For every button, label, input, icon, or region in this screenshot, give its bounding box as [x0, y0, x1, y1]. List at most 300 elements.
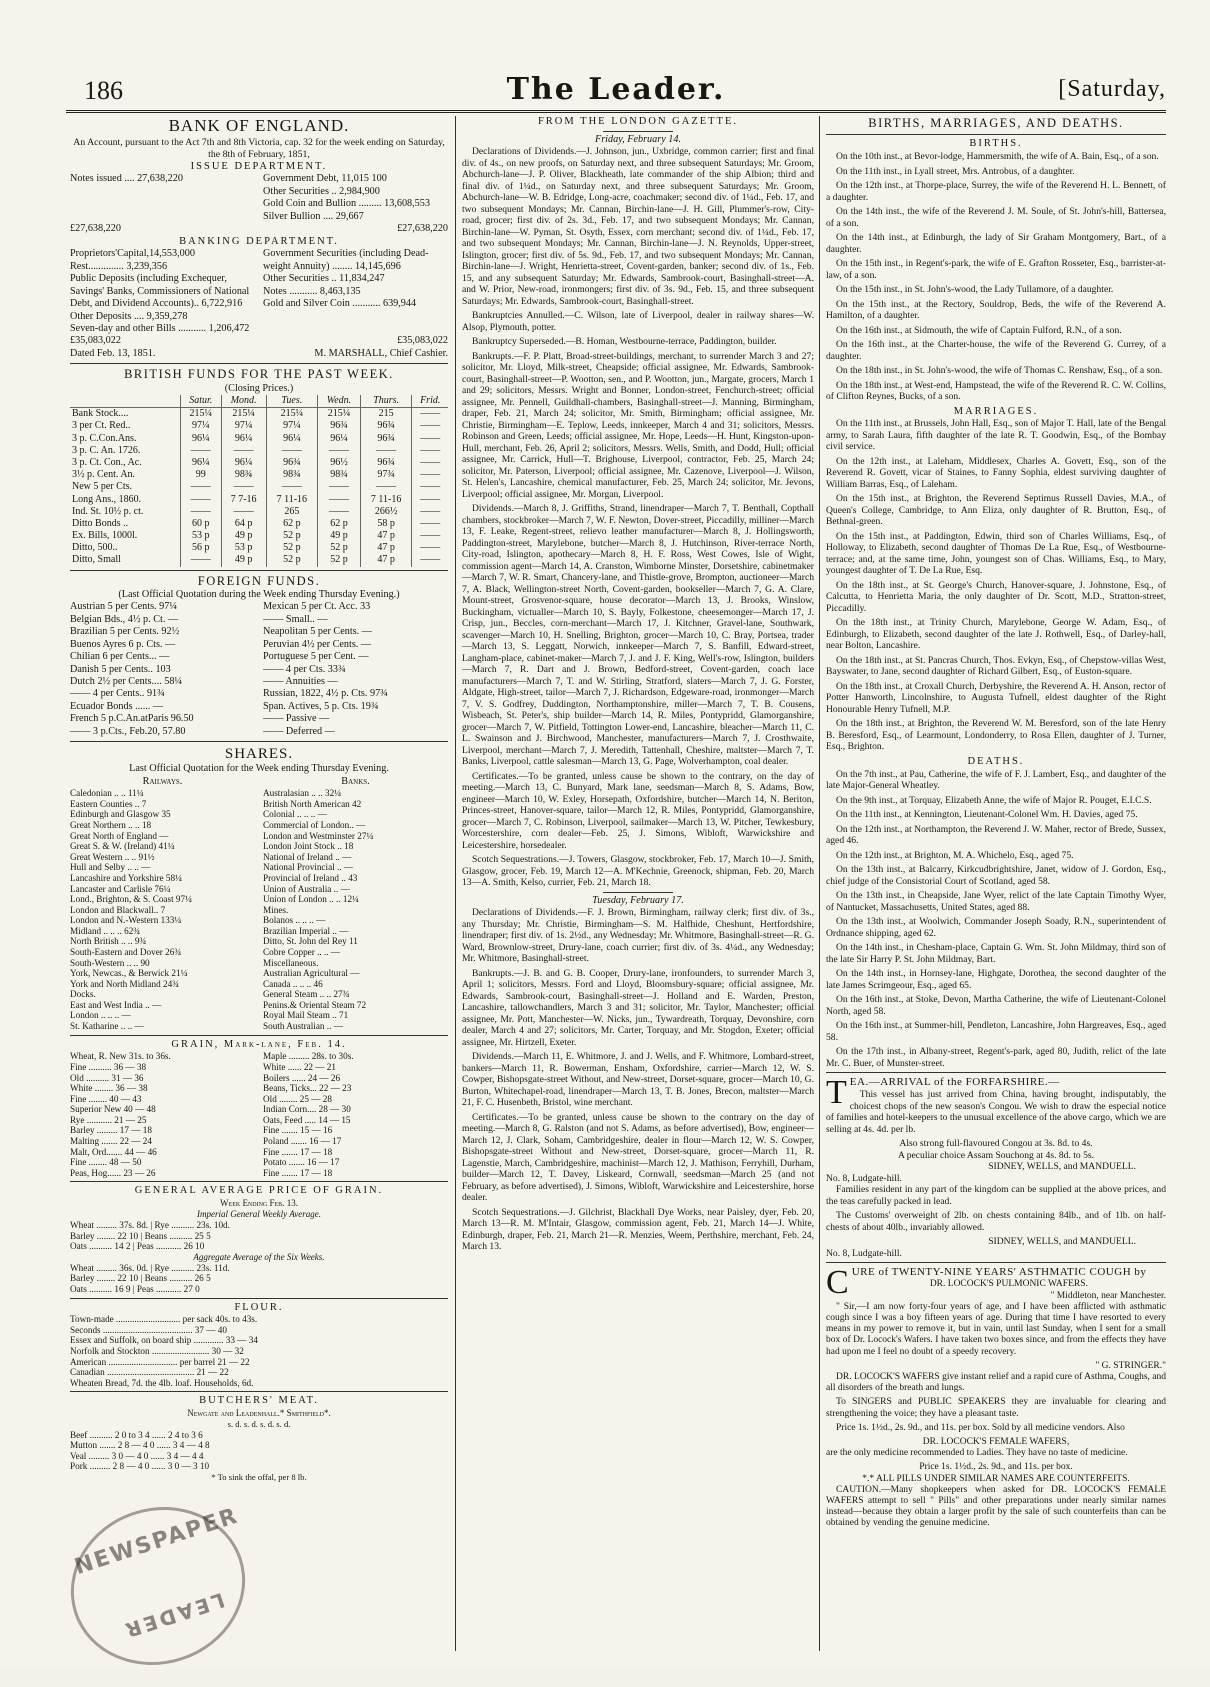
- issue-left: [70, 173, 255, 223]
- price-cell: 47 p: [360, 542, 412, 554]
- issue-day: [Saturday,: [1058, 76, 1166, 102]
- birth-notice: On the 16th inst., at the Charter-house, the wife of the Reverend G. Currey, of a daughter.: [826, 339, 1166, 362]
- price-cell: 265: [266, 506, 318, 518]
- marriage-notice: On the 15th inst., at Brighton, the Reverend Septimus Russell Davies, M.A., of Queen's College, Cambridge, to Ann Eliza, only daughter of R. Brutton, Esq., of Bethnal-green.: [826, 493, 1166, 528]
- average-line: Barley ........ 22 10 | Beans .......... 25 5: [70, 1230, 211, 1241]
- drop-cap: T: [826, 1074, 847, 1112]
- account-line: Gold and Silver Coin ........... 639,944: [263, 298, 417, 310]
- share-quote: North British .. .. 9¾: [70, 936, 147, 947]
- cure-subheading: DR. LOCOCK'S PULMONIC WAFERS.: [929, 1279, 1088, 1290]
- foreign-fund: Buenos Ayres 6 p. Cts. —: [70, 638, 176, 650]
- funds-subtitle: (Closing Prices.): [224, 382, 294, 394]
- flour-price: American .............................. per barrel 21 — 22: [70, 1356, 250, 1367]
- banking-account: [70, 248, 448, 335]
- tea-address: No. 8, Ludgate-hill.: [826, 1172, 902, 1184]
- price-cell: 97¼: [180, 420, 221, 432]
- price-cell: ——: [412, 457, 448, 469]
- cure-body: DR. LOCOCK'S WAFERS give instant relief and a rapid cure of Asthma, Coughs, and all disorders of the breath and lungs.: [826, 1371, 1166, 1394]
- foreign-fund: Chilian 6 per Cents... —: [70, 651, 170, 663]
- day-column: Mond.: [221, 395, 266, 408]
- grain-price: Old ........ 25 — 28: [263, 1093, 332, 1104]
- price-cell: 96¾: [318, 420, 361, 432]
- share-quote: South-Eastern and Dover 26¾: [70, 946, 182, 957]
- railways-heading: Railways.: [142, 775, 183, 787]
- foreign-funds: [70, 601, 448, 738]
- total: £27,638,220: [397, 223, 448, 235]
- tea-body: This vessel has just arrived from China, having brought, indisputably, the choicest chops of the new season's Congou. We wish to draw the especial notice of families and hotel-keepers to the unusual excellence of the above cargo, which we are selling at 4s. 4d. per lb.: [826, 1089, 1166, 1135]
- tea-line: Also strong full-flavoured Congou at 3s. 8d. to 4s.: [899, 1138, 1093, 1150]
- banking-totals: [70, 335, 448, 347]
- account-line: Other Securities .. 11,834,247: [263, 273, 385, 285]
- share-quote: York, Newcas., & Berwick 21¼: [70, 968, 188, 979]
- price-cell: ——: [318, 506, 361, 518]
- table-row: [70, 433, 448, 445]
- day-column: Tues.: [266, 395, 318, 408]
- share-quote: Penins.& Oriental Steam 72: [263, 999, 367, 1010]
- account-line: Proprietors'Capital,14,553,000: [70, 248, 195, 260]
- meat-price: Beef .......... 2 0 to 3 4 ...... 2 4 to 3 6: [70, 1429, 203, 1440]
- price-cell: ——: [180, 481, 221, 493]
- bank-signature: [70, 348, 448, 360]
- death-notice: On the 12th inst., at Northampton, the Reverend J. W. Maher, rector of Brede, Sussex, aged 46.: [826, 823, 1166, 847]
- stock-name: Bank Stock....: [72, 408, 129, 420]
- gazette-date-1: Friday, February 14.: [594, 133, 682, 145]
- cure-body: To SINGERS and PUBLIC SPEAKERS they are invaluable for clearing and strengthening the voice; they have a pleasant taste.: [826, 1397, 1166, 1419]
- meat-heads: Newgate and Leadenhall.* Smithfield*.: [187, 1408, 331, 1419]
- birth-notice: On the 15th inst., at the Rectory, Souldrop, Beds, the wife of the Reverend A. Hamilton, of a daughter.: [826, 298, 1166, 322]
- column-gazette: [462, 116, 814, 1256]
- day-column: Frid.: [412, 395, 448, 408]
- price-cell: 97¾: [360, 469, 412, 481]
- share-quote: Colonial .. .. .. —: [263, 809, 327, 820]
- share-quote: London Joint Stock .. 18: [263, 841, 354, 852]
- foreign-fund: —— Passive —: [263, 713, 330, 725]
- grain-price: Malting ....... 22 — 24: [70, 1136, 152, 1147]
- share-quote: Brazilian Imperial .. —: [263, 925, 349, 936]
- price-cell: ——: [412, 420, 448, 432]
- dated-line: Dated Feb. 13, 1851.: [70, 347, 156, 359]
- tea-signature: SIDNEY, WELLS, and MANDUELL.: [988, 1161, 1136, 1173]
- price-cell: 97¼: [266, 420, 318, 432]
- banking-right: [263, 248, 448, 335]
- divider: [603, 892, 673, 893]
- grain-price: Rye ........... 21 — 25: [70, 1114, 147, 1125]
- bank-title: BANK OF ENGLAND.: [168, 116, 350, 135]
- banking-left: [70, 248, 255, 335]
- foreign-fund: Dutch 2½ per Cents.... 58¼: [70, 675, 183, 687]
- share-quote: London and Blackwall.. 7: [70, 904, 166, 915]
- cure-caution: CAUTION.—Many shopkeepers when asked for DR. LOCOCK'S FEMALE WAFERS attempt to sell " Pills" and other preparations under nearly similar names instead—because they obtain a larger profit by the sale of such counterfeits than can be obtained by vending the genuine medicine.: [826, 1484, 1166, 1529]
- meat-price: Mutton ....... 2 8 — 4 0 ...... 3 4 — 4 8: [70, 1440, 210, 1451]
- stock-name: Ditto Bonds ..: [72, 517, 129, 529]
- gazette-date-2: Tuesday, February 17.: [592, 894, 684, 906]
- share-quote: Lancaster and Carlisle 76¼: [70, 883, 171, 894]
- foreign-fund: Mexican 5 per Ct. Acc. 33: [263, 601, 371, 613]
- total: £35,083,022: [397, 335, 448, 347]
- column-divider: [819, 116, 820, 1651]
- divider: [826, 1072, 1166, 1073]
- table-row: [70, 518, 448, 530]
- price-cell: 58 p: [360, 518, 412, 530]
- tea-body: Families resident in any part of the kingdom can be supplied at the above prices, and the teas carefully packed in lead.: [826, 1184, 1166, 1207]
- share-quote: Great Western .. .. 91½: [70, 851, 155, 862]
- birth-notice: On the 11th inst., in Lyall street, Mrs. Antrobus, of a daughter.: [836, 165, 1075, 177]
- marriage-notice: On the 12th inst., at Laleham, Middlesex, Charles A. Govett, Esq., son of the Reverend R. Govett, vicar of Staines, to Fanny Sophia, eldest surviving daughter of William Barras, Esq., of Laleham.: [826, 455, 1166, 490]
- foreign-fund: Russian, 1822, 4½ p. Cts. 97¾: [263, 688, 388, 700]
- stamp-text: LEADER: [119, 1587, 228, 1644]
- foreign-fund: —— 3 p.Cts., Feb.20, 57.80: [70, 725, 186, 737]
- grain-price: Poland ....... 16 — 17: [263, 1136, 342, 1147]
- masthead-rule: [66, 110, 1166, 113]
- cure-heading: URE of TWENTY-NINE YEARS' ASTHMATIC COUGH by: [851, 1266, 1147, 1279]
- share-quote: Great Northern .. .. 18: [70, 820, 152, 831]
- account-line: Other Securities .. 2,984,900: [263, 185, 380, 197]
- average-line: Oats .......... 14 2 | Peas ........... 26 10: [70, 1241, 205, 1252]
- total: £27,638,220: [70, 223, 121, 235]
- tea-body: The Customs' overweight of 2lb. on chests containing 84lb., and of 1lb. on half-chests of about 40lb., invariably allowed.: [826, 1210, 1166, 1233]
- price-cell: 52 p: [318, 554, 361, 566]
- share-quote: East and West India .. —: [70, 999, 162, 1010]
- birth-notice: On the 12th inst., at Thorpe-place, Surrey, the wife of the Reverend H. L. Bennett, of a daughter.: [826, 180, 1166, 203]
- cure-body: Price 1s. 1½d., 2s. 9d., and 11s. per box. Sold by all medicine vendors. Also: [836, 1422, 1125, 1433]
- price-cell: ——: [180, 445, 221, 457]
- grain-price: Boilers ...... 24 — 26: [263, 1072, 341, 1083]
- price-cell: 49 p: [318, 530, 361, 542]
- average-week: Week Ending Feb. 13.: [220, 1198, 298, 1209]
- column-markets: [70, 116, 448, 1482]
- flour-price: Essex and Suffolk, on board ship ............. 33 — 34: [70, 1335, 258, 1346]
- grain-price: Barley ......... 17 — 18: [70, 1125, 152, 1136]
- price-cell: 49 p: [221, 530, 266, 542]
- table-row: [70, 420, 448, 432]
- foreign-subtitle: (Last Official Quotation during the Week ending Thursday Evening.): [118, 588, 400, 600]
- bmd-title: BIRTHS, MARRIAGES, AND DEATHS.: [868, 116, 1124, 130]
- library-stamp: [50, 1485, 266, 1687]
- table-row: [70, 542, 448, 554]
- shares-lists: [70, 776, 448, 1032]
- price-cell: 96¼: [318, 433, 361, 445]
- foreign-fund: —— Deferred —: [263, 725, 335, 737]
- price-cell: ——: [412, 494, 448, 506]
- price-cell: 215: [360, 408, 412, 421]
- death-notice: On the 13th inst., at Balcarry, Kirkcudbrightshire, Janet, widow of J. Gordon, Esq., chief judge of the Consistorial Court of Scotland, aged 58.: [826, 864, 1166, 887]
- stock-name: 3 p. C.Con.Ans.: [72, 432, 137, 444]
- stock-name: 3 p. Ct. Con., Ac.: [72, 456, 142, 468]
- price-cell: 47 p: [360, 554, 412, 566]
- share-quote: St. Katharine .. .. —: [70, 1021, 144, 1032]
- share-quote: British North American 42: [263, 798, 362, 809]
- day-column: Satur.: [180, 395, 221, 408]
- share-quote: Bolanos .. .. .. —: [263, 915, 326, 926]
- price-cell: 60 p: [180, 518, 221, 530]
- flour-price: Town-made ............................ per sack 40s. to 43s.: [70, 1314, 258, 1325]
- price-cell: 266½: [360, 506, 412, 518]
- birth-notice: On the 18th inst., in St. John's-wood, the wife of Thomas C. Renshaw, Esq., of a son.: [836, 365, 1163, 377]
- stock-name: Ditto, 500..: [72, 542, 118, 554]
- account-line: Government Debt, 11,015 100: [263, 173, 387, 185]
- bank-intro: An Account, pursuant to the Act 7th and 8th Victoria, cap. 32 for the week ending on Saturday, the 8th of February, 1851,: [73, 136, 445, 160]
- cashier-line: M. MARSHALL, Chief Cashier.: [314, 347, 448, 359]
- foreign-right: [263, 601, 448, 738]
- price-cell: 98¾: [221, 469, 266, 481]
- marriage-notice: On the 18th inst., at St. George's Church, Hanover-square, J. Johnstone, Esq., of Calcutta, to Henrietta Maria, the only daughter of Dr. Scott, M.D., Stratton-street, Piccadilly.: [826, 579, 1166, 614]
- share-quote: Hull and Selby .. .. —: [70, 862, 151, 873]
- cure-female-wafers: DR. LOCOCK'S FEMALE WAFERS,: [922, 1436, 1070, 1447]
- gazette-notice: Certificates.—To be granted, unless cause be shown to the contrary on the day of meeting.—March 8, G. Ralston (and not S. Adams, as before advertised), Bow, engineer—March 12, J. Clark, Soham, Cambridgeshire, dealer in flour—March 12, W. S. Cowper, Bishopsgate-street Without and New-street, Dorset-square, grocer—March 11, R. Lagenstie, March, Cambridgeshire, machinist—March 12, J. Mathison, Ferryhill, Durham, builder—March 12, T. Davey, Liskeard, Cornwall, seedsman—March 25 (and not February, as before advertised), J. Simons, Wibloft, Warwickshire and Leicestershire, horse dealer.: [462, 1111, 814, 1204]
- price-cell: 99: [180, 469, 221, 481]
- price-cell: ——: [412, 530, 448, 542]
- cure-warning: *.* ALL PILLS UNDER SIMILAR NAMES ARE COUNTERFEITS.: [862, 1473, 1130, 1484]
- birth-notice: On the 15th inst., in Regent's-park, the wife of E. Grafton Rosseter, Esq., barrister-at-law, of a son.: [826, 258, 1166, 281]
- foreign-fund: Belgian Bds., 4½ p. Ct. —: [70, 613, 179, 625]
- gazette-notice: Dividends.—March 8, J. Griffiths, Strand, linendraper—March 7, T. Benthall, Copthall chambers, stockbroker—March 7, W. F. Newton, Dover-street, Piccadilly, milliner—March 13, F. Leake, Regent-street, relievo leather manufacturer—March 8, J. Hollingsworth, Paddington-street, Marylebone, butcher—March 8, J. Hutchinson, River-terrace North, City-road, Islington, apothecary—March 8, H. F. Ross, West Cowes, Isle of Wight, commission agent—March 14, A. Cranston, Wimborne Minster, Dorsetshire, cabinetmaker—March 7, W. R. Smart, Chancery-lane, and Thistle-grove, Brompton, auctioneer—March 7, A. Black, Wellington-street North, Covent-garden, bookseller—March 7, G. A. Clare, Mount-street, Grosvenor-square, house decorator—March 13, J. Brooks, Winslow, Buckingham, victualler—March 10, S. Bayly, Folkestone, cheesemonger—March 17, J. Crisp, jun., Beccles, corn-merchant—March 17, J. Kitchner, Gravel-lane, Southwark, scavenger—March 10, H. Snelling, Brighton, grocer—March 10, C. Bray, Portsea, trader—March 13, S. Leggatt, Norwich, innkeeper—March 7, S. Banfill, Edward-street, Langham-place, cabinet-maker—March 7, J. and J. F. King, Well's-row, Islington, builders—March 7, R. Dart and J. Brown, Bedford-street, Covent-garden, coach lace manufacturers—March 7, T. and W. Stirling, Stratford, slaters—March 7, J. G. Forster, Aldgate, High-street, tailor—March 7, J. Richardson, Edgeware-road, ironmonger—March 7, V. S. Godfrey, Duddington, Northamptonshire, miller—March 7, T. B. Cousens, Wisbeach, St. Peter's, ship builder—March 14, R. Miles, Pontypridd, Glamorganshire, grocer—March 7, W. Pitfield, Tottington Lower-end, Lancashire, bleacher—March 11, C. L. Swainson and J. Birchwood, Manchester, manufacturers—March 7, J. Crosthwaite, Liverpool, merchant—March 7, J. Meredith, Tattenhall, Cheshire, maltster—March 7, T. Banks, Liverpool, cattle salesman—March 13, G. Page, Wolverhampton, coal dealer.: [462, 503, 814, 768]
- birth-notice: On the 10th inst., at Bevor-lodge, Hammersmith, the wife of A. Bain, Esq., of a son.: [836, 151, 1159, 163]
- price-cell: 47 p: [360, 530, 412, 542]
- birth-notice: On the 18th inst., at West-end, Hampstead, the wife of the Reverend R. C. W. Collins, of Clifton Reynes, Bucks, of a son.: [826, 379, 1166, 403]
- share-quote: Ditto, St. John del Rey 11: [263, 936, 358, 947]
- share-quote: Provincial of Ireland .. 43: [263, 872, 358, 883]
- price-cell: ——: [412, 554, 448, 566]
- price-cell: 215¼: [318, 408, 361, 421]
- foreign-fund: Brazilian 5 per Cents. 92½: [70, 626, 180, 638]
- notes-issued: Notes issued .... 27,638,220: [70, 173, 183, 185]
- day-column: Wedn.: [318, 395, 361, 408]
- gazette-notice: Scotch Sequestrations.—J. Towers, Glasgow, stockbroker, Feb. 17, March 10—J. Smith, Glasgow, grocer, Feb. 19, March 12—A. M'Kechnie, Greenock, shipman, Feb. 20, March 13—A. Smith, Kelso, currier, Feb. 21, March 18.: [462, 854, 814, 889]
- price-cell: ——: [180, 494, 221, 506]
- grain-price: Wheat, R. New 31s. to 36s.: [70, 1051, 171, 1062]
- grain-price: White ...... 22 — 21: [263, 1061, 336, 1072]
- death-notice: On the 13th inst., at Woolwich, Commander Joseph Soady, R.N., superintendent of Ordnance shipping, aged 62.: [826, 916, 1166, 939]
- column-notices: [826, 116, 1166, 1533]
- cure-advertisement: [826, 1266, 1166, 1529]
- foreign-fund: —— Small.. —: [263, 613, 328, 625]
- marriage-notice: On the 18th inst., at Trinity Church, Marylebone, George W. Adam, Esq., of Edinburgh, to Elizabeth, second daughter of the late J. Rothwell, Esq., of Darley-hall, near Bolton, Lancashire.: [826, 617, 1166, 652]
- price-cell: 97¼: [221, 420, 266, 432]
- price-cell: 96¼: [221, 457, 266, 469]
- marriage-notice: On the 18th inst., at Croxall Church, Derbyshire, the Reverend A. H. Anson, rector of Potter Hanworth, Lincolnshire, to Augusta Tufnell, eldest daughter of the Right Honourable Henry Tufnell, M.P.: [826, 680, 1166, 715]
- price-cell: 56 p: [180, 542, 221, 554]
- price-cell: 7 11-16: [266, 494, 318, 506]
- share-quote: South Australian .. —: [263, 1021, 343, 1032]
- price-cell: 96¼: [266, 433, 318, 445]
- foreign-fund: Danish 5 per Cents.. 103: [70, 663, 171, 675]
- flour-price: Norfolk and Stockton ......................... 30 — 32: [70, 1346, 244, 1357]
- foreign-fund: —— 4 per Cents.. 91¾: [70, 688, 165, 700]
- share-quote: Edinburgh and Glasgow 35: [70, 809, 171, 820]
- death-notice: On the 12th inst., at Brighton, M. A. Whichelo, Esq., aged 75.: [836, 849, 1074, 861]
- death-notice: On the 16th inst., at Stoke, Devon, Martha Catherine, the wife of Lieutenant-Colonel North, aged 58.: [826, 994, 1166, 1017]
- gazette-title: FROM THE LONDON GAZETTE.: [537, 116, 739, 127]
- foreign-fund: French 5 p.C.An.atParis 96.50: [70, 713, 194, 725]
- issue-heading: ISSUE DEPARTMENT.: [190, 160, 328, 172]
- cure-price: Price 1s. 1½d., 2s. 9d., and 11s. per box.: [919, 1462, 1073, 1473]
- share-quote: Lancashire and Yorkshire 58¼: [70, 872, 183, 883]
- table-row: [70, 408, 448, 421]
- banking-heading: BANKING DEPARTMENT.: [179, 235, 339, 247]
- price-cell: 52 p: [266, 554, 318, 566]
- price-cell: 215¼: [221, 408, 266, 421]
- tea-address: No. 8, Ludgate-hill.: [826, 1247, 902, 1259]
- cure-signature: " G. STRINGER.": [1095, 1360, 1166, 1371]
- meat-title: BUTCHERS' MEAT.: [199, 1395, 319, 1407]
- stock-name: 3½ p. Cent. An.: [72, 469, 136, 481]
- marriage-notice: On the 15th inst., at Paddington, Edwin, third son of Charles Williams, Esq., of Holloway, to Elizabeth, second daughter of Thomas De La Rue, Esq., of Westbourne-terrace; and, at the same time, John, youngest son of Chas. Williams, Esq., to Mary, youngest daughter of T. De La Rue, Esq.: [826, 530, 1166, 577]
- funds-title: BRITISH FUNDS FOR THE PAST WEEK.: [124, 367, 394, 382]
- foreign-fund: —— 4 per Cts. 33¾: [263, 663, 346, 675]
- foreign-fund: Neapolitan 5 per Cents. —: [263, 626, 372, 638]
- foreign-fund: Span. Actives, 5 p. Cts. 19¾: [263, 700, 379, 712]
- share-quote: Union of Australia .. —: [263, 883, 350, 894]
- flour-price: Seconds ....................................... 37 — 40: [70, 1324, 227, 1335]
- price-cell: ——: [221, 445, 266, 457]
- marriage-notice: On the 18th inst., at St. Pancras Church, Thos. Evkyn, Esq., of Chepstow-villas West, Bayswater, to Jane, second daughter of Richard Gilbert, Esq., of Euston-square.: [826, 654, 1166, 678]
- funds-table: [70, 395, 448, 567]
- price-cell: 96¼: [180, 457, 221, 469]
- price-cell: 7 7-16: [221, 494, 266, 506]
- price-cell: 52 p: [266, 530, 318, 542]
- gazette-notice: Certificates.—To be granted, unless cause be shown to the contrary, on the day of meeting.—March 13, C. Bunyard, Mark lane, seedsman—March 8, S. Adams, Bow, engineer—March 10, W. Exley, Horsepath, Oxfordshire, butcher—March 14, N. Beriton, Princes-street, Hanover-square, tailor—March 12, R. Miles, Pontypridd, Glamorganshire, grocer—March 7, C. Robinson, Liverpool, sailmaker—March 13, W. Pitcher, Tewkesbury, Worcestershire, corn dealer—Feb. 25, J. Simons, Wibloft, Warwickshire and Leicestershire, horsedealer.: [462, 770, 814, 851]
- death-notice: On the 14th inst., in Chesham-place, Captain G. Wm. St. John Mildmay, third son of the late Sir Harry P. St. John Mildmay, Bart.: [826, 942, 1166, 965]
- divider: [70, 570, 448, 571]
- grain-price: Fine ....... 17 — 18: [263, 1146, 333, 1157]
- share-quote: London and N.-Western 133¼: [70, 915, 182, 926]
- account-line: Seven-day and other Bills ........... 1,206,472: [70, 323, 250, 335]
- price-cell: 62 p: [266, 518, 318, 530]
- gazette-notice: Dividends.—March 11, E. Whitmore, J. and J. Wells, and F. Whitmore, Lombard-street, bankers—March 11, R. Bowerman, Ensham, Oxfordshire, carrier—March 12, W. S. Cowper, Bishopsgate-street Without, and New-street, Dorset-square, grocer—March 10, G. Burton, Whitechapel-road, linendraper—March 13, T. B. Jones, Brecon, maltster—March 21, F. C. Husenbeth, Bristol, wine merchant.: [462, 1051, 814, 1109]
- grain-price: Fine ....... 15 — 16: [263, 1125, 333, 1136]
- cure-body: are the only medicine recommended to Ladies. They have no taste of medicine.: [826, 1448, 1128, 1459]
- marriage-notice: On the 11th inst., at Brussels, John Hall, Esq., son of Major T. Hall, late of the Bengal army, to Sarah Laura, fifth daughter of the late R. T. Goodwin, Esq., of the Bombay civil service.: [826, 418, 1166, 453]
- share-quote: Australasian .. .. 32¼: [263, 788, 342, 799]
- share-quote: Australian Agricultural —: [263, 968, 360, 979]
- price-cell: ——: [412, 481, 448, 493]
- grain-price: Oats, Feed ..... 14 — 15: [263, 1114, 351, 1125]
- death-notice: On the 13th inst., in Cheapside, Jane Wyer, relict of the late Captain Timothy Wyer, of Nantucket, Massachusetts, United States, aged 88.: [826, 890, 1166, 913]
- births-heading: BIRTHS.: [969, 138, 1023, 150]
- grain-title: GRAIN, Mark-lane, Feb. 14.: [171, 1038, 347, 1050]
- share-quote: Union of London .. .. 12¼: [263, 894, 359, 905]
- price-cell: 53 p: [221, 542, 266, 554]
- death-notice: On the 11th inst., at Kennington, Lieutenant-Colonel Wm. H. Davies, aged 75.: [836, 809, 1138, 821]
- stock-name: 3 per Ct. Red..: [72, 420, 131, 432]
- account-line: Notes ........... 8,463,135: [263, 285, 361, 297]
- share-quote: York and North Midland 24¾: [70, 978, 180, 989]
- cure-place: " Middleton, near Manchester.: [1050, 1290, 1166, 1301]
- grain-price: Indian Corn.... 28 — 30: [263, 1104, 351, 1115]
- price-cell: ——: [221, 506, 266, 518]
- price-cell: 96¾: [360, 457, 412, 469]
- price-cell: ——: [266, 481, 318, 493]
- share-quote: Docks.: [70, 989, 96, 1000]
- cure-body: " Sir,—I am now forty-four years of age, and I have been afflicted with asthmatic cough since I was a boy fifteen years of age. During that time I have resorted to every means in my power to remove it, but in vain, until last Sunday, when I sent for a small box of Dr. Locock's Wafers. I have taken two boxes since, and from the effects they have had upon me I feel no doubt of a speedy recovery.: [826, 1301, 1166, 1357]
- death-notice: On the 9th inst., at Torquay, Elizabeth Anne, the wife of Major R. Pouget, E.I.C.S.: [836, 794, 1152, 806]
- price-cell: 96¾: [360, 433, 412, 445]
- marriage-notice: On the 18th inst., at Brighton, the Reverend W. M. Beresford, son of the late Henry B. Beresford, Esq., of Learmount, Londonderry, to Rosa Ellen, daughter of J. Turner, Esq., Brighton.: [826, 718, 1166, 753]
- average-line: Barley ........ 22 10 | Beans .......... 26 5: [70, 1273, 211, 1284]
- share-quote: Cobre Copper .. .. —: [263, 946, 341, 957]
- table-row: [70, 530, 448, 542]
- divider: [70, 741, 448, 742]
- masthead: [66, 74, 1166, 114]
- price-cell: ——: [318, 481, 361, 493]
- foreign-fund: Peruvian 4½ per Cents. —: [263, 638, 372, 650]
- average-weekly-label: Imperial General Weekly Average.: [197, 1209, 321, 1220]
- flour-title: FLOUR.: [234, 1301, 284, 1313]
- price-cell: 215¼: [266, 408, 318, 421]
- share-quote: Miscellaneous.: [263, 957, 319, 968]
- foreign-fund: —— Annuities —: [263, 675, 338, 687]
- price-cell: 7 11-16: [360, 494, 412, 506]
- deaths-heading: DEATHS.: [967, 755, 1025, 767]
- divider: [826, 1262, 1166, 1263]
- gazette-notice: Declarations of Dividends.—J. Johnson, jun., Uxbridge, common carrier; first and final div. of 4s., on new proofs, on Saturday next, and three subsequent Saturdays; Mr. Groom, Abchurch-lane—J. P. Oliver, Blackheath, late commander of the ship Albion; third and final div. of 1¼d., on Saturday next, and three subsequent Saturdays; Mr. Groom, Abchurch-lane—W. B. Edridge, Long-acre, coachmaker; second div. of 1¼d., Feb. 17, and two subsequent Mondays; Mr. Cannan, Birchin-lane—J. H. Gill, Plummer's-row, City-road, grocer; first div. of 2s. 3d., Feb. 17, and two subsequent Mondays; Mr. Cannan, Birchin-lane—W. Pyman, St. Osyth, Essex, corn merchant; second div. of 1¼d., Feb. 17, and two subsequent Mondays; Mr. Cannan, Birchin-lane—J. N. Reynolds, Upper-street, Islington, grocer; first div. of 5s. 9d., Feb. 17, and two subsequent Mondays; Mr. Cannan, Birchin-lane—J. Wright, Henrietta-street, Covent-garden, banker; second div. of 1s., Feb. 15, and any subsequent Saturday; Mr. Edwards, Sambrook-court, Basinghall-street—A. and W. Prior, New-road, ironmongers; first div. of 3s. 9d., Feb. 15, and three subsequent Saturdays; Mr. Edwards, Sambrook-court, Basinghall-street.: [462, 146, 814, 307]
- grain-price: Fine ....... 17 — 18: [263, 1167, 333, 1178]
- newspaper-title: The Leader.: [506, 72, 726, 107]
- banks: [263, 776, 448, 1032]
- tea-advertisement: [826, 1076, 1166, 1259]
- table-row: [70, 457, 448, 469]
- drop-cap: C: [826, 1264, 849, 1302]
- average-line: Wheat ......... 37s. 8d. | Rye .......... 23s. 10d.: [70, 1220, 230, 1231]
- share-quote: National of Ireland .. —: [263, 851, 352, 862]
- meat-price: Veal ......... 3 0 — 4 0 ...... 3 4 — 4 4: [70, 1450, 204, 1461]
- meat-note: * To sink the offal, per 8 lb.: [211, 1471, 307, 1482]
- gazette-notice: Bankruptcy Superseded.—B. Homan, Westbourne-terrace, Paddington, builder.: [472, 336, 777, 348]
- issue-account: [70, 173, 448, 223]
- divider: [70, 1035, 448, 1036]
- table-row: [70, 494, 448, 506]
- share-quote: Midland .. .. .. 62¾: [70, 925, 141, 936]
- meat-units: s. d. s. d. s. d. s. d.: [227, 1419, 291, 1430]
- share-quote: Eastern Counties .. 7: [70, 798, 147, 809]
- grain-prices: [70, 1051, 448, 1178]
- day-column: Thurs.: [360, 395, 412, 408]
- death-notice: On the 17th inst., in Albany-street, Regent's-park, aged 80, Judith, relict of the late Mr. C. Buer, of Munster-street.: [826, 1046, 1166, 1069]
- table-row: [70, 445, 448, 457]
- share-quote: General Steam .. .. 27¾: [263, 989, 350, 1000]
- grain-price: Fine .......... 36 — 38: [70, 1061, 147, 1072]
- foreign-title: FOREIGN FUNDS.: [197, 573, 321, 588]
- death-notice: On the 7th inst., at Pau, Catherine, the wife of F. J. Lambert, Esq., and daughter of the late Major-General Wheatley.: [826, 768, 1166, 792]
- price-cell: ——: [412, 542, 448, 554]
- gazette-notice: Declarations of Dividends.—F. J. Brown, Birmingham, railway clerk; first div. of 3s., any Thursday; Mr. Christie, Birmingham—S. M. Halfhide, Cheshunt, Hertfordshire, linendraper; first div. of 1s. 2½d., any Wednesday; Mr. Whitmore, Basinghall-street—R. G. Ward, Brownlow-street, Drury-lane, coach currier; first div. of 3s. 4¼d., any Wednesday; Mr. Whitmore, Basinghall-street.: [462, 907, 814, 965]
- share-quote: Great North of England —: [70, 830, 169, 841]
- price-cell: ——: [412, 469, 448, 481]
- foreign-fund: Ecuador Bonds ...... —: [70, 700, 164, 712]
- share-quote: Commercial of London.. —: [263, 820, 366, 831]
- price-cell: ——: [318, 445, 361, 457]
- birth-notice: On the 14th inst., at Edinburgh, the lady of Sir Graham Montgomery, Bart., of a daughter.: [826, 232, 1166, 255]
- stock-name: New 5 per Cts.: [72, 481, 132, 493]
- banks-heading: Banks.: [341, 775, 370, 787]
- price-cell: 215¼: [180, 408, 221, 421]
- table-row: [70, 481, 448, 493]
- account-line: Government Securities (including Dead-weight Annuity) ........ 14,145,696: [263, 248, 429, 272]
- tea-heading: EA.—ARRIVAL of the FORFARSHIRE.—: [849, 1076, 1060, 1089]
- share-quote: Royal Mail Steam .. 71: [263, 1010, 349, 1021]
- share-quote: South-Western .. .. 90: [70, 957, 150, 968]
- divider: [70, 1181, 448, 1182]
- account-line: Gold Coin and Bullion ......... 13,608,553: [263, 198, 430, 210]
- gazette-notice: Scotch Sequestrations.—J. Gilchrist, Blackhall Dye Works, near Paisley, dyer, Feb. 20, March 13—R. M. M'Intair, Glasgow, commission agent, Feb. 21, March 14—J. White, Edinburgh, draper, Feb. 21, March 21—R. Menzies, Weem, Perthshire, merchant, Feb. 24, March 13.: [462, 1206, 814, 1253]
- birth-notice: On the 15th inst., in St. John's-wood, the Lady Tullamore, of a daughter.: [836, 284, 1114, 296]
- table-header: [70, 395, 448, 408]
- table-row: [70, 506, 448, 518]
- column-divider: [455, 116, 456, 1651]
- price-cell: ——: [266, 445, 318, 457]
- table-row: [70, 554, 448, 566]
- price-cell: 52 p: [318, 542, 361, 554]
